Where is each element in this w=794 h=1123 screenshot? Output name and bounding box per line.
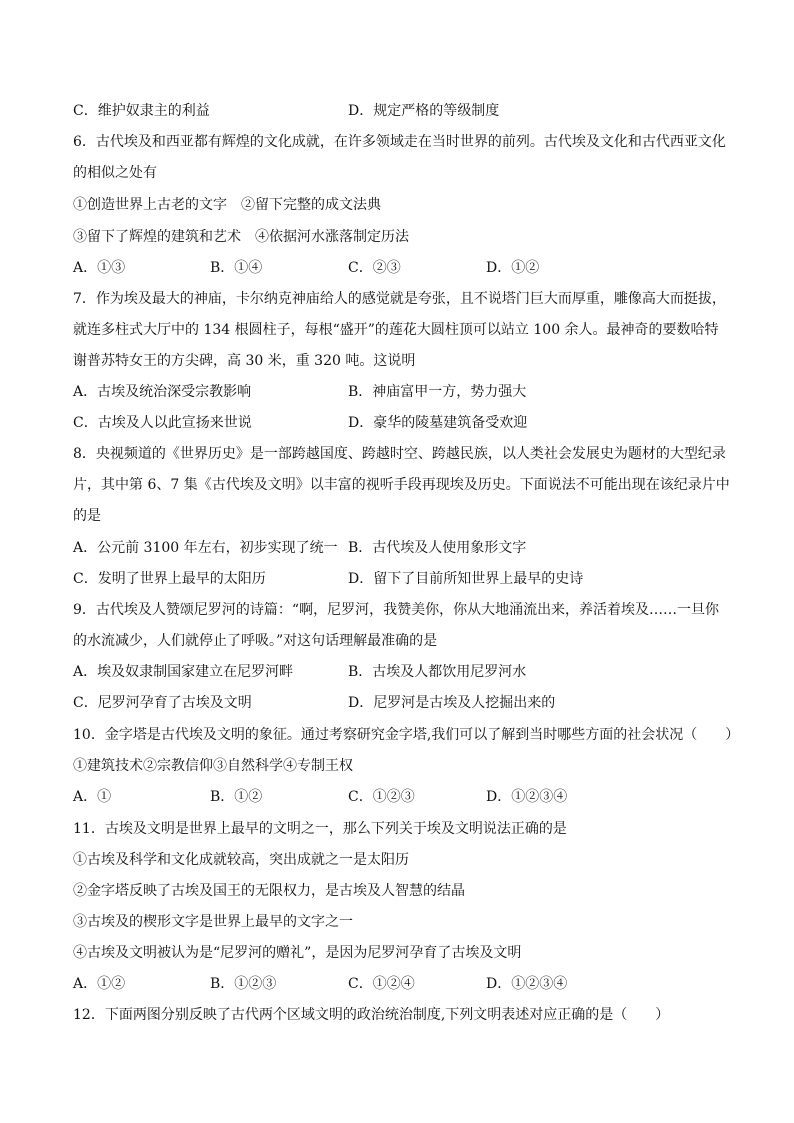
q6-item-1: ①创造世界上古老的文字 ②留下完整的成文法典	[73, 197, 381, 213]
q6-stem-line-1: 6．古代埃及和西亚都有辉煌的文化成就，在许多领域走在当时世界的前列。古代埃及文化和古代西亚文化	[73, 134, 726, 150]
q11-option-c[interactable]: C．①②④	[348, 976, 415, 992]
q10-option-c[interactable]: C．①②③	[348, 789, 415, 805]
q8-option-d[interactable]: D．留下了目前所知世界上最早的史诗	[348, 571, 584, 587]
q6-option-a[interactable]: A．①③	[73, 260, 126, 276]
q6-item-2: ③留下了辉煌的建筑和艺术 ④依据河水涨落制定历法	[73, 229, 409, 245]
q8-option-b[interactable]: B．古代埃及人使用象形文字	[348, 540, 527, 556]
q8-option-a[interactable]: A．公元前 3100 年左右，初步实现了统一	[73, 540, 338, 556]
q7-option-a[interactable]: A．古埃及统治深受宗教影响	[73, 384, 252, 400]
q7-stem-line-3: 谢普苏特女王的方尖碑，高 30 米，重 320 吨。这说明	[73, 353, 416, 369]
q9-option-a[interactable]: A．埃及奴隶制国家建立在尼罗河畔	[73, 664, 294, 680]
q9-option-b[interactable]: B．古埃及人都饮用尼罗河水	[348, 664, 527, 680]
q11-option-d[interactable]: D．①②③④	[486, 976, 568, 992]
q6-option-d[interactable]: D．①②	[486, 260, 540, 276]
q11-stem: 11．古埃及文明是世界上最早的文明之一，那么下列关于埃及文明说法正确的是	[73, 821, 567, 837]
q11-item-2: ②金字塔反映了古埃及国王的无限权力，是古埃及人智慧的结晶	[73, 883, 465, 899]
q5-option-c[interactable]: C．维护奴隶主的利益	[73, 103, 210, 119]
q7-stem-line-1: 7．作为埃及最大的神庙，卡尔纳克神庙给人的感觉就是夸张，且不说塔门巨大而厚重，雕像高大而挺拔，	[73, 291, 726, 307]
q5-option-d[interactable]: D．规定严格的等级制度	[348, 103, 500, 119]
q10-option-a[interactable]: A．①	[73, 789, 112, 805]
q8-stem-line-3: 的是	[73, 508, 101, 524]
q9-stem-line-1: 9．古代埃及人赞颂尼罗河的诗篇：“啊，尼罗河，我赞美你，你从大地涌流出来，养活着埃及……一旦你	[73, 602, 720, 618]
q10-stem: 10．金字塔是古代埃及文明的象征。通过考察研究金字塔,我们可以了解到当时哪些方面的社会状况（ ）	[73, 727, 740, 743]
q8-stem-line-2: 片，其中第 6、7 集《古代埃及文明》以丰富的视听手段再现埃及历史。下面说法不可能出现在该纪录片中	[73, 477, 730, 493]
q9-option-c[interactable]: C．尼罗河孕育了古埃及文明	[73, 695, 252, 711]
q10-option-b[interactable]: B．①②	[210, 789, 263, 805]
q7-option-b[interactable]: B．神庙富甲一方，势力强大	[348, 384, 527, 400]
q7-option-c[interactable]: C．古埃及人以此宣扬来世说	[73, 415, 252, 431]
q9-option-d[interactable]: D．尼罗河是古埃及人挖掘出来的	[348, 695, 556, 711]
q8-stem-line-1: 8．央视频道的《世界历史》是一部跨越国度、跨越时空、跨越民族，以人类社会发展史为题材的大型纪录	[73, 446, 726, 462]
q11-item-3: ③古埃及的楔形文字是世界上最早的文字之一	[73, 914, 353, 930]
q6-option-c[interactable]: C．②③	[348, 260, 401, 276]
q10-option-d[interactable]: D．①②③④	[486, 789, 568, 805]
q11-item-1: ①古埃及科学和文化成就较高，突出成就之一是太阳历	[73, 852, 409, 868]
q7-stem-line-2: 就连多柱式大厅中的 134 根圆柱子，每根“盛开”的莲花大圆柱顶可以站立 100 余人。最神奇的要数哈特	[73, 322, 719, 338]
q12-stem: 12．下面两图分别反映了古代两个区域文明的政治统治制度,下列文明表述对应正确的是（ ）	[73, 1007, 670, 1023]
q7-option-d[interactable]: D．豪华的陵墓建筑备受欢迎	[348, 415, 528, 431]
q11-option-a[interactable]: A．①②	[73, 976, 126, 992]
q11-option-b[interactable]: B．①②③	[210, 976, 277, 992]
q8-option-c[interactable]: C．发明了世界上最早的太阳历	[73, 571, 266, 587]
q11-item-4: ④古埃及文明被认为是“尼罗河的赠礼”，是因为尼罗河孕育了古埃及文明	[73, 945, 522, 961]
q9-stem-line-2: 的水流减少，人们就停止了呼吸。”对这句话理解最准确的是	[73, 633, 438, 649]
q6-stem-line-2: 的相似之处有	[73, 165, 157, 181]
q10-item-1: ①建筑技术②宗教信仰③自然科学④专制王权	[73, 758, 353, 774]
q6-option-b[interactable]: B．①④	[210, 260, 263, 276]
